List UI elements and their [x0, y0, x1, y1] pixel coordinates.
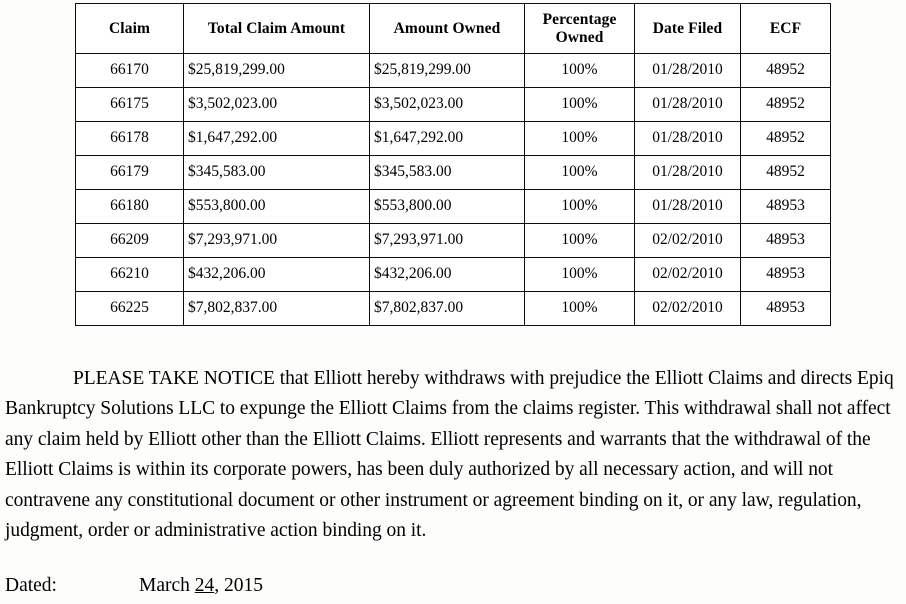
column-header-ecf: ECF: [741, 4, 831, 54]
cell-percentage-owned: 100%: [525, 122, 635, 156]
claims-table: [75, 3, 831, 326]
column-header-date-filed: Date Filed: [635, 4, 741, 54]
cell-percentage-owned: 100%: [525, 54, 635, 88]
cell-amount-owned: $25,819,299.00: [370, 54, 525, 88]
cell-percentage-owned: 100%: [525, 224, 635, 258]
cell-amount-owned: $345,583.00: [370, 156, 525, 190]
cell-amount-owned: $1,647,292.00: [370, 122, 525, 156]
cell-amount-owned: $7,802,837.00: [370, 292, 525, 326]
claims-table-container: [75, 3, 830, 326]
claims-table-header: [76, 4, 831, 54]
table-row: [76, 156, 831, 190]
cell-claim: 66210: [76, 258, 184, 292]
cell-date-filed: 01/28/2010: [635, 156, 741, 190]
table-row: [76, 88, 831, 122]
cell-claim: 66179: [76, 156, 184, 190]
cell-amount-owned: $432,206.00: [370, 258, 525, 292]
cell-ecf: 48953: [741, 292, 831, 326]
cell-total-claim-amount: $1,647,292.00: [184, 122, 370, 156]
cell-ecf: 48952: [741, 88, 831, 122]
dated-month: March: [139, 575, 190, 596]
cell-percentage-owned: 100%: [525, 292, 635, 326]
dated-year: , 2015: [214, 575, 264, 596]
cell-ecf: 48953: [741, 190, 831, 224]
cell-date-filed: 02/02/2010: [635, 224, 741, 258]
percentage-owned-line-1: Percentage: [542, 11, 617, 29]
cell-total-claim-amount: $7,802,837.00: [184, 292, 370, 326]
cell-claim: 66170: [76, 54, 184, 88]
cell-date-filed: 01/28/2010: [635, 190, 741, 224]
column-header-total-claim-amount: Total Claim Amount: [184, 4, 370, 54]
cell-claim: 66175: [76, 88, 184, 122]
cell-percentage-owned: 100%: [525, 88, 635, 122]
cell-total-claim-amount: $25,819,299.00: [184, 54, 370, 88]
cell-total-claim-amount: $345,583.00: [184, 156, 370, 190]
column-header-amount-owned: Amount Owned: [370, 4, 525, 54]
cell-date-filed: 02/02/2010: [635, 258, 741, 292]
table-row: [76, 224, 831, 258]
cell-amount-owned: $553,800.00: [370, 190, 525, 224]
cell-ecf: 48953: [741, 258, 831, 292]
cell-ecf: 48952: [741, 156, 831, 190]
cell-ecf: 48953: [741, 224, 831, 258]
cell-date-filed: 02/02/2010: [635, 292, 741, 326]
cell-date-filed: 01/28/2010: [635, 54, 741, 88]
table-row: [76, 122, 831, 156]
cell-percentage-owned: 100%: [525, 190, 635, 224]
table-row: [76, 190, 831, 224]
dated-line: [5, 573, 505, 599]
table-row: [76, 54, 831, 88]
table-row: [76, 292, 831, 326]
claims-table-body: [76, 54, 831, 326]
cell-amount-owned: $7,293,971.00: [370, 224, 525, 258]
cell-total-claim-amount: $432,206.00: [184, 258, 370, 292]
cell-date-filed: 01/28/2010: [635, 88, 741, 122]
cell-percentage-owned: 100%: [525, 258, 635, 292]
cell-claim: 66180: [76, 190, 184, 224]
column-header-percentage-owned: [525, 4, 635, 54]
cell-amount-owned: $3,502,023.00: [370, 88, 525, 122]
cell-claim: 66178: [76, 122, 184, 156]
table-row: [76, 258, 831, 292]
cell-ecf: 48952: [741, 54, 831, 88]
cell-total-claim-amount: $553,800.00: [184, 190, 370, 224]
cell-ecf: 48952: [741, 122, 831, 156]
cell-total-claim-amount: $7,293,971.00: [184, 224, 370, 258]
cell-date-filed: 01/28/2010: [635, 122, 741, 156]
table-header-row: [76, 4, 831, 54]
dated-day: 24: [194, 575, 215, 596]
percentage-owned-line-2: Owned: [555, 28, 604, 46]
cell-total-claim-amount: $3,502,023.00: [184, 88, 370, 122]
cell-claim: 66209: [76, 224, 184, 258]
dated-label: Dated:: [5, 575, 57, 596]
notice-paragraph: PLEASE TAKE NOTICE that Elliott hereby withdraws with prejudice the Elliott Claims and directs Epiq Bankruptcy Solutions LLC to expunge the Elliott Claims from the claims register. This withdrawal shall not affect any claim held by Elliott other than the Elliott Claims. Elliott represents and warrants that the withdrawal of the Elliott Claims is within its corporate powers, has been duly authorized by all necessary action, and will not contravene any constitutional document or other instrument or agreement binding on it, or any law, regulation, judgment, order or administrative action binding on it.: [5, 367, 894, 541]
cell-percentage-owned: 100%: [525, 156, 635, 190]
column-header-claim: Claim: [76, 4, 184, 54]
cell-claim: 66225: [76, 292, 184, 326]
